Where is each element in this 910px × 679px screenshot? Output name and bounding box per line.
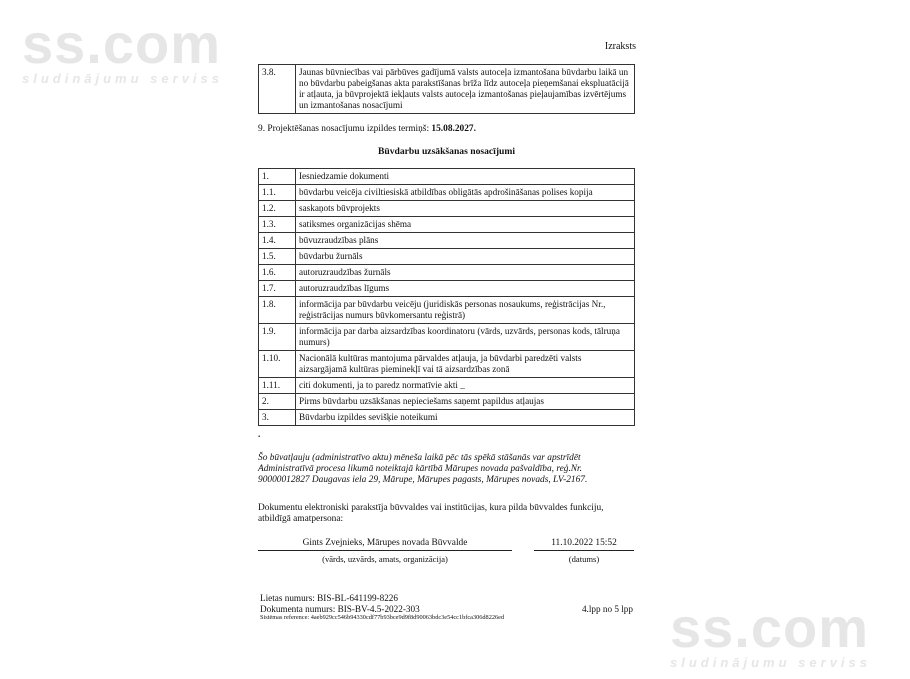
table-row — [259, 217, 635, 233]
table-row — [259, 378, 635, 394]
signed-notice-line-2: atbildīgā amatpersona: — [258, 514, 344, 524]
document-header-label: Izraksts — [604, 41, 636, 52]
row-text: Jaunas būvniecības vai pārbūves gadījumā valsts autoceļa izmantošana būvdarbu laikā un no būvdarbu pabeigšanas akta parakstīšanas brīža līdz autoceļa pieņemšanai ekspluatācijā ir atļauta, ja būvprojektā iekļauts valsts autoceļa izmantošanas pieļaujamības izvērtējums un izmantošanas nosacījumi — [296, 65, 635, 114]
row-text: būvuzraudzības plāns — [296, 233, 635, 249]
row-text: satiksmes organizācijas shēma — [296, 217, 635, 233]
document-number: Dokumenta numurs: BIS-BV-4.5-2022-303 — [260, 604, 420, 614]
table-row — [259, 65, 635, 114]
watermark-logo-text: ss.com — [670, 596, 869, 659]
conditions-table — [258, 64, 635, 114]
row-number: 1.10. — [259, 351, 296, 378]
row-number: 1.11. — [259, 378, 296, 394]
table-row — [259, 394, 635, 410]
row-text: informācija par būvdarbu veicēju (juridiskās personas nosaukums, reģistrācijas Nr., reģistrācijas numurs būvkomersantu reģistrā) — [296, 297, 635, 324]
row-text: Būvdarbu izpildes sevišķie noteikumi — [296, 410, 635, 426]
row-text: autoruzraudzības līgums — [296, 281, 635, 297]
signature-date: 11.10.2022 15:52 — [551, 538, 617, 548]
deadline-date: 15.08.2027. — [431, 124, 476, 134]
table-row — [259, 281, 635, 297]
table-row — [259, 265, 635, 281]
row-number: 3. — [259, 410, 296, 426]
system-reference: Sistēmas reference: 4aeb929cc546b94330cdf77b93bce9d9f8d90063bdc3e54cc1bfca306d8226ed — [260, 614, 505, 621]
row-number: 1.4. — [259, 233, 296, 249]
appeal-line-3: 90000012827 Daugavas iela 29, Mārupe, Mārupes pagasts, Mārupes novads, LV-2167. — [258, 475, 588, 485]
deadline-label: 9. Projektēšanas nosacījumu izpildes termiņš: — [258, 124, 432, 134]
row-number: 1.3. — [259, 217, 296, 233]
design-deadline — [258, 124, 476, 135]
case-number: Lietas numurs: BIS-BL-641199-8226 — [260, 593, 398, 603]
section-title: Būvdarbu uzsākšanas nosacījumi — [377, 146, 516, 157]
signed-notice-line-1: Dokumentu elektroniski parakstīja būvvaldes vai institūcijas, kura pilda būvvaldes funkciju, — [258, 503, 604, 513]
table-row — [259, 233, 635, 249]
row-text: saskaņots būvprojekts — [296, 201, 635, 217]
row-number: 2. — [259, 394, 296, 410]
table-row — [259, 351, 635, 378]
page-counter: 4.lpp no 5 lpp — [581, 604, 633, 614]
row-text: citi dokumenti, ja to paredz normatīvie akti _ — [296, 378, 635, 394]
row-number: 1.6. — [259, 265, 296, 281]
signature-line — [258, 550, 512, 551]
table-row — [259, 297, 635, 324]
construction-start-table — [258, 168, 635, 426]
signatory-caption: (vārds, uzvārds, amats, organizācija) — [322, 554, 448, 564]
row-number: 1.9. — [259, 324, 296, 351]
table-row — [259, 249, 635, 265]
row-text: Nacionālā kultūras mantojuma pārvaldes atļauja, ja būvdarbi paredzēti valsts aizsargājamā kultūras pieminekļī vai tā aizsardzības zonā — [296, 351, 635, 378]
row-number: 1.8. — [259, 297, 296, 324]
appeal-line-1: Šo būvatļauju (administratīvo aktu) mēneša laikā pēc tās spēkā stāšanās var apstrīdēt — [258, 453, 581, 463]
row-number: 1.2. — [259, 201, 296, 217]
row-number: 1.7. — [259, 281, 296, 297]
row-text: būvdarbu veicēja civiltiesiskā atbildības obligātās apdrošināšanas polises kopija — [296, 185, 635, 201]
watermark-tagline: sludinājumu serviss — [22, 71, 223, 86]
row-number: 3.8. — [259, 65, 296, 114]
watermark-tagline: sludinājumu serviss — [670, 655, 871, 670]
row-text: informācija par darba aizsardzības koordinatoru (vārds, uzvārds, personas kods, tālruņa numurs) — [296, 324, 635, 351]
row-number: 1.1. — [259, 185, 296, 201]
row-text: Pirms būvdarbu uzsākšanas nepieciešams saņemt papildus atļaujas — [296, 394, 635, 410]
row-text: autoruzraudzības žurnāls — [296, 265, 635, 281]
separator-dot: . — [258, 430, 261, 440]
table-row — [259, 324, 635, 351]
table-row — [259, 201, 635, 217]
row-number: 1. — [259, 169, 296, 185]
row-text: Iesniedzamie dokumenti — [296, 169, 635, 185]
table-row — [259, 410, 635, 426]
watermark-logo-text: ss.com — [22, 12, 221, 75]
date-caption: (datums) — [568, 554, 600, 564]
table-row — [259, 169, 635, 185]
row-number: 1.5. — [259, 249, 296, 265]
date-line — [534, 550, 634, 551]
row-text: būvdarbu žurnāls — [296, 249, 635, 265]
signatory-name: Gints Zvejnieks, Mārupes novada Būvvalde — [302, 538, 468, 548]
table-row — [259, 185, 635, 201]
appeal-line-2: Administratīvā procesa likumā noteiktajā kārtībā Mārupes novada pašvaldība, reģ.Nr. — [258, 464, 583, 474]
